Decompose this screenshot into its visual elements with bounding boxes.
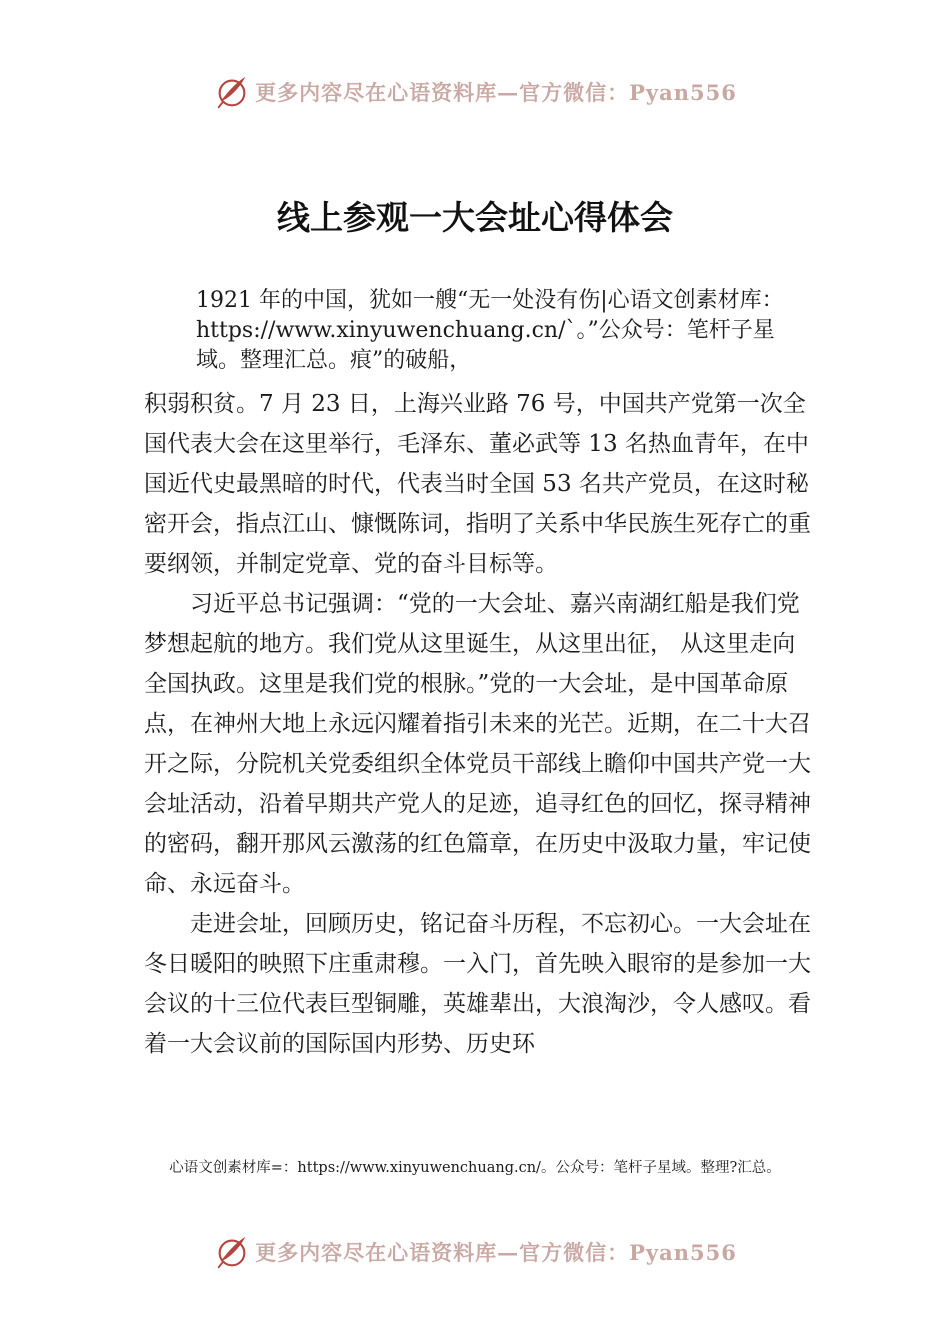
paragraph-3: 走进会址，回顾历史，铭记奋斗历程，不忘初心。一大会址在冬日暖阳的映照下庄重肃穆。一入门，首先映入眼帘的是参加一大会议的十三位代表巨型铜雕，英雄辈出，大浪淘沙，令人感叹。看着一大会议前的国际国内形势、历史环 [144,911,811,1057]
banner-text: 更多内容尽在心语资料库—官方微信：Pyan556 [255,80,737,105]
intro-paragraph: 1921 年的中国，犹如一艘“无一处没有伤|心语文创素材库：https://www.xinyuwenchuang.cn/`。”公众号：笔杆子星域。整理汇总。痕”的破船， [196,288,784,373]
footer-banner [0,1232,950,1272]
paragraph-2: 习近平总书记强调：“党的一大会址、嘉兴南湖红船是我们党梦想起航的地方。我们党从这里诞生，从这里出征， 从这里走向全国执政。这里是我们党的根脉。”党的一大会址，是中国革命原点，在神州大地上永远闪耀着指引未来的光芒。近期，在二十大召开之际，分院机关党委组织全体党员干部线上瞻仰中国共产党一大会址活动，沿着早期共产党人的足迹，追寻红色的回忆，探寻精神的密码，翻开那风云激荡的红色篇章，在历史中汲取力量，牢记使命、永远奋斗。 [144,591,811,897]
header-banner [0,72,950,112]
quill-circle-logo-icon [213,1233,251,1271]
document-title: 线上参观一大会址心得体会 [277,198,673,237]
footer-note: 心语文创素材库=：https://www.xinyuwenchuang.cn/。公众号：笔杆子星域。整理?汇总。 [169,1160,781,1176]
quill-circle-logo-icon [213,73,251,111]
document-body [144,384,812,1064]
banner-text: 更多内容尽在心语资料库—官方微信：Pyan556 [255,1240,737,1265]
paragraph-1: 积弱积贫。7 月 23 日，上海兴业路 76 号，中国共产党第一次全国代表大会在这里举行，毛泽东、董必武等 13 名热血青年，在中国近代史最黑暗的时代，代表当时全国 53 名共产党员，在这时秘密开会，指点江山、慷慨陈词，指明了关系中华民族生死存亡的重要纲领，并制定党章、党的奋斗目标等。 [144,391,811,577]
